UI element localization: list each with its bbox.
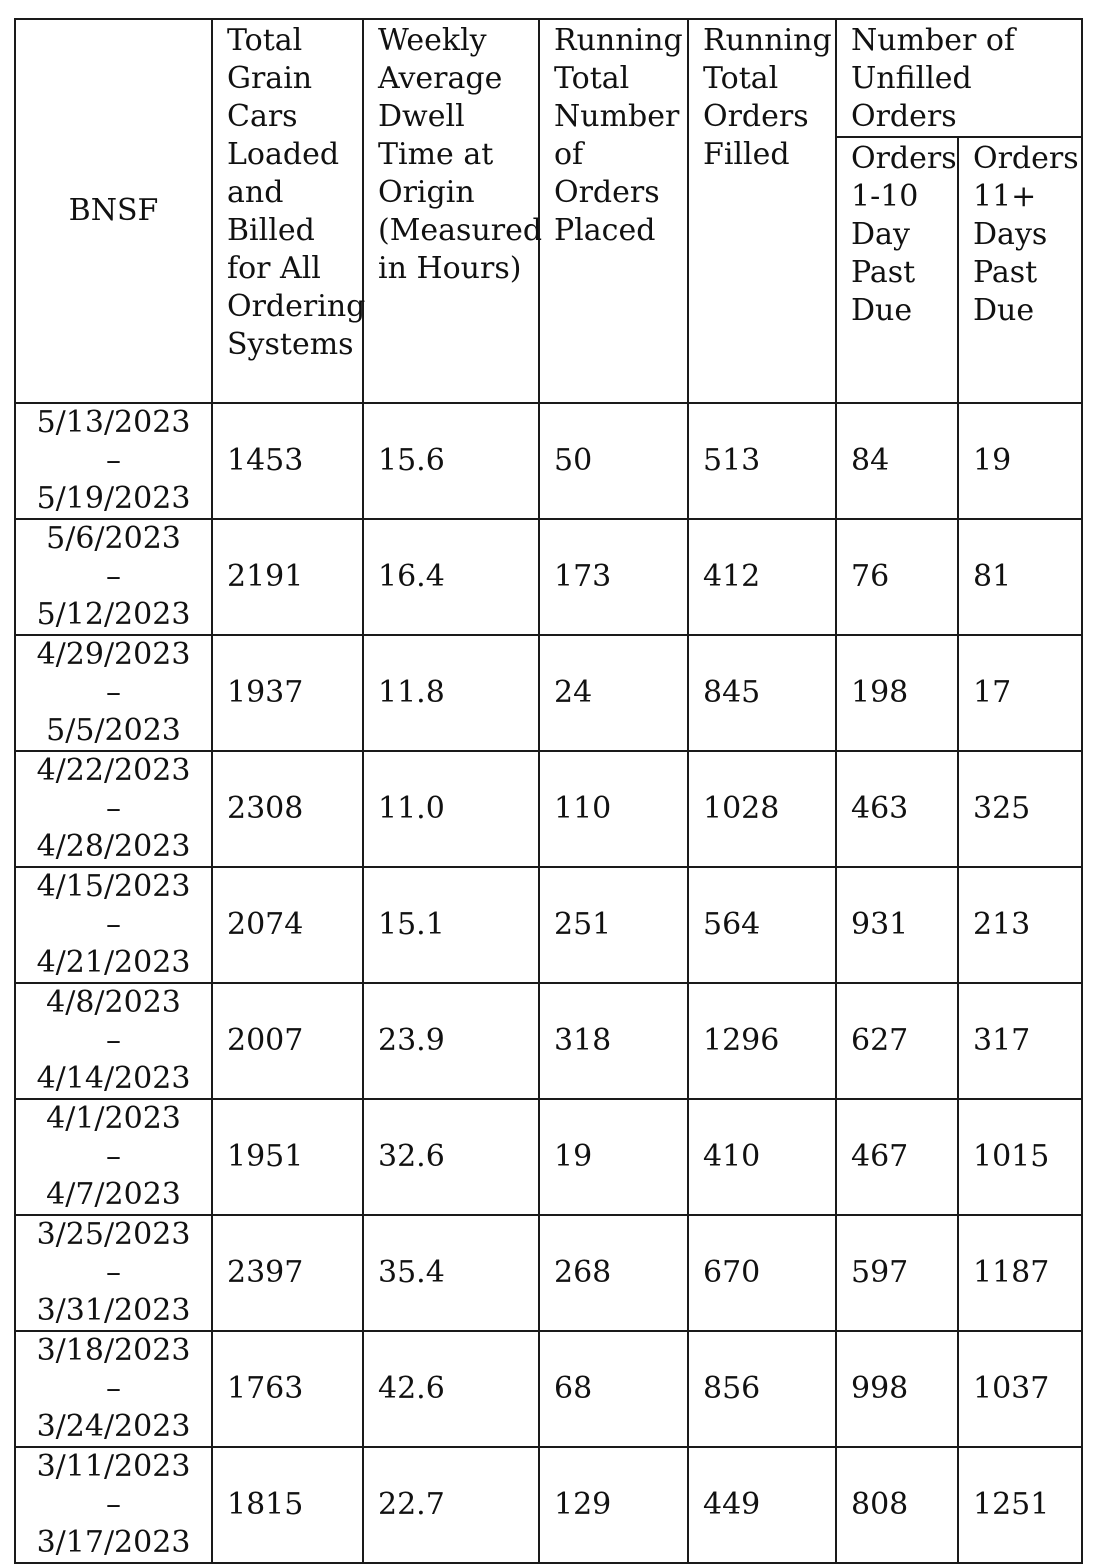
header-unfilled-11-plus: Orders 11+ Days Past Due — [958, 137, 1082, 403]
header-cars-loaded: Total Grain Cars Loaded and Billed for All Ordering Systems — [212, 19, 363, 403]
unfilled-1-10-cell: 998 — [836, 1331, 958, 1447]
date-range-end: 4/28/2023 — [36, 829, 191, 864]
date-range-separator: – — [106, 559, 121, 594]
unfilled-11-plus-cell: 81 — [958, 519, 1082, 635]
date-range-cell — [15, 1331, 212, 1447]
table-row — [15, 751, 1082, 867]
orders-placed-cell: 24 — [539, 635, 688, 751]
orders-placed-cell: 68 — [539, 1331, 688, 1447]
table-body — [15, 403, 1082, 1563]
orders-filled-cell: 410 — [688, 1099, 836, 1215]
date-range-start: 4/29/2023 — [36, 637, 191, 672]
orders-placed-cell: 173 — [539, 519, 688, 635]
date-range-end: 5/19/2023 — [36, 481, 191, 516]
date-range-cell — [15, 867, 212, 983]
orders-filled-cell: 670 — [688, 1215, 836, 1331]
date-range-start: 3/25/2023 — [36, 1217, 191, 1252]
table-row — [15, 519, 1082, 635]
dwell-time-cell: 23.9 — [363, 983, 539, 1099]
date-range-cell — [15, 519, 212, 635]
date-range-end: 3/24/2023 — [36, 1409, 191, 1444]
orders-placed-cell: 318 — [539, 983, 688, 1099]
orders-placed-cell: 110 — [539, 751, 688, 867]
dwell-time-cell: 35.4 — [363, 1215, 539, 1331]
orders-filled-cell: 1296 — [688, 983, 836, 1099]
cars-loaded-cell: 1815 — [212, 1447, 363, 1563]
dwell-time-cell: 15.1 — [363, 867, 539, 983]
date-range-cell — [15, 751, 212, 867]
orders-filled-cell: 845 — [688, 635, 836, 751]
cars-loaded-cell: 2191 — [212, 519, 363, 635]
unfilled-11-plus-cell: 1015 — [958, 1099, 1082, 1215]
orders-filled-cell: 412 — [688, 519, 836, 635]
date-range-cell — [15, 1447, 212, 1563]
unfilled-11-plus-cell: 17 — [958, 635, 1082, 751]
unfilled-11-plus-cell: 325 — [958, 751, 1082, 867]
dwell-time-cell: 11.0 — [363, 751, 539, 867]
orders-placed-cell: 50 — [539, 403, 688, 519]
unfilled-11-plus-cell: 1251 — [958, 1447, 1082, 1563]
date-range-separator: – — [106, 1487, 121, 1522]
unfilled-1-10-cell: 597 — [836, 1215, 958, 1331]
date-range-separator: – — [106, 1023, 121, 1058]
date-range-end: 3/31/2023 — [36, 1293, 191, 1328]
date-range-separator: – — [106, 443, 121, 478]
date-range-end: 4/21/2023 — [36, 945, 191, 980]
date-range-separator: – — [106, 1255, 121, 1290]
date-range-cell — [15, 983, 212, 1099]
date-range-start: 5/13/2023 — [36, 405, 191, 440]
date-range-start: 4/15/2023 — [36, 869, 191, 904]
table-row — [15, 1331, 1082, 1447]
date-range-end: 4/14/2023 — [36, 1061, 191, 1096]
cars-loaded-cell: 1763 — [212, 1331, 363, 1447]
table-row — [15, 983, 1082, 1099]
header-bnsf: BNSF — [15, 19, 212, 403]
header-orders-filled: Running Total Orders Filled — [688, 19, 836, 403]
table-row — [15, 867, 1082, 983]
dwell-time-cell: 42.6 — [363, 1331, 539, 1447]
date-range-end: 4/7/2023 — [46, 1177, 181, 1212]
unfilled-1-10-cell: 198 — [836, 635, 958, 751]
date-range-start: 4/22/2023 — [36, 753, 191, 788]
table-header — [15, 19, 1082, 403]
orders-placed-cell: 19 — [539, 1099, 688, 1215]
cars-loaded-cell: 2074 — [212, 867, 363, 983]
date-range-start: 5/6/2023 — [46, 521, 181, 556]
table-row — [15, 1215, 1082, 1331]
date-range-cell — [15, 403, 212, 519]
unfilled-11-plus-cell: 19 — [958, 403, 1082, 519]
table-row — [15, 403, 1082, 519]
dwell-time-cell: 11.8 — [363, 635, 539, 751]
dwell-time-cell: 32.6 — [363, 1099, 539, 1215]
cars-loaded-cell: 2397 — [212, 1215, 363, 1331]
unfilled-11-plus-cell: 1037 — [958, 1331, 1082, 1447]
table-row — [15, 1447, 1082, 1563]
unfilled-1-10-cell: 467 — [836, 1099, 958, 1215]
date-range-cell — [15, 1215, 212, 1331]
cars-loaded-cell: 2308 — [212, 751, 363, 867]
unfilled-11-plus-cell: 317 — [958, 983, 1082, 1099]
unfilled-1-10-cell: 463 — [836, 751, 958, 867]
date-range-separator: – — [106, 907, 121, 942]
table-row — [15, 635, 1082, 751]
date-range-start: 3/18/2023 — [36, 1333, 191, 1368]
header-dwell-time: Weekly Average Dwell Time at Origin (Measured in Hours) — [363, 19, 539, 403]
date-range-cell — [15, 1099, 212, 1215]
orders-filled-cell: 513 — [688, 403, 836, 519]
orders-placed-cell: 268 — [539, 1215, 688, 1331]
cars-loaded-cell: 2007 — [212, 983, 363, 1099]
table-row — [15, 1099, 1082, 1215]
date-range-end: 5/5/2023 — [46, 713, 181, 748]
date-range-separator: – — [106, 675, 121, 710]
dwell-time-cell: 15.6 — [363, 403, 539, 519]
orders-placed-cell: 129 — [539, 1447, 688, 1563]
header-orders-placed: Running Total Number of Orders Placed — [539, 19, 688, 403]
unfilled-11-plus-cell: 1187 — [958, 1215, 1082, 1331]
unfilled-1-10-cell: 76 — [836, 519, 958, 635]
date-range-end: 5/12/2023 — [36, 597, 191, 632]
orders-filled-cell: 1028 — [688, 751, 836, 867]
unfilled-11-plus-cell: 213 — [958, 867, 1082, 983]
unfilled-1-10-cell: 84 — [836, 403, 958, 519]
dwell-time-cell: 16.4 — [363, 519, 539, 635]
date-range-end: 3/17/2023 — [36, 1525, 191, 1560]
orders-filled-cell: 564 — [688, 867, 836, 983]
date-range-separator: – — [106, 1139, 121, 1174]
cars-loaded-cell: 1453 — [212, 403, 363, 519]
unfilled-1-10-cell: 627 — [836, 983, 958, 1099]
date-range-start: 3/11/2023 — [36, 1449, 191, 1484]
header-unfilled-orders: Number of Unfilled Orders — [836, 19, 1082, 137]
orders-filled-cell: 449 — [688, 1447, 836, 1563]
grain-car-orders-table — [14, 18, 1083, 1564]
date-range-start: 4/8/2023 — [46, 985, 181, 1020]
date-range-separator: – — [106, 1371, 121, 1406]
dwell-time-cell: 22.7 — [363, 1447, 539, 1563]
date-range-separator: – — [106, 791, 121, 826]
orders-filled-cell: 856 — [688, 1331, 836, 1447]
unfilled-1-10-cell: 931 — [836, 867, 958, 983]
header-unfilled-1-10: Orders 1-10 Day Past Due — [836, 137, 958, 403]
cars-loaded-cell: 1937 — [212, 635, 363, 751]
unfilled-1-10-cell: 808 — [836, 1447, 958, 1563]
orders-placed-cell: 251 — [539, 867, 688, 983]
date-range-start: 4/1/2023 — [46, 1101, 181, 1136]
date-range-cell — [15, 635, 212, 751]
cars-loaded-cell: 1951 — [212, 1099, 363, 1215]
